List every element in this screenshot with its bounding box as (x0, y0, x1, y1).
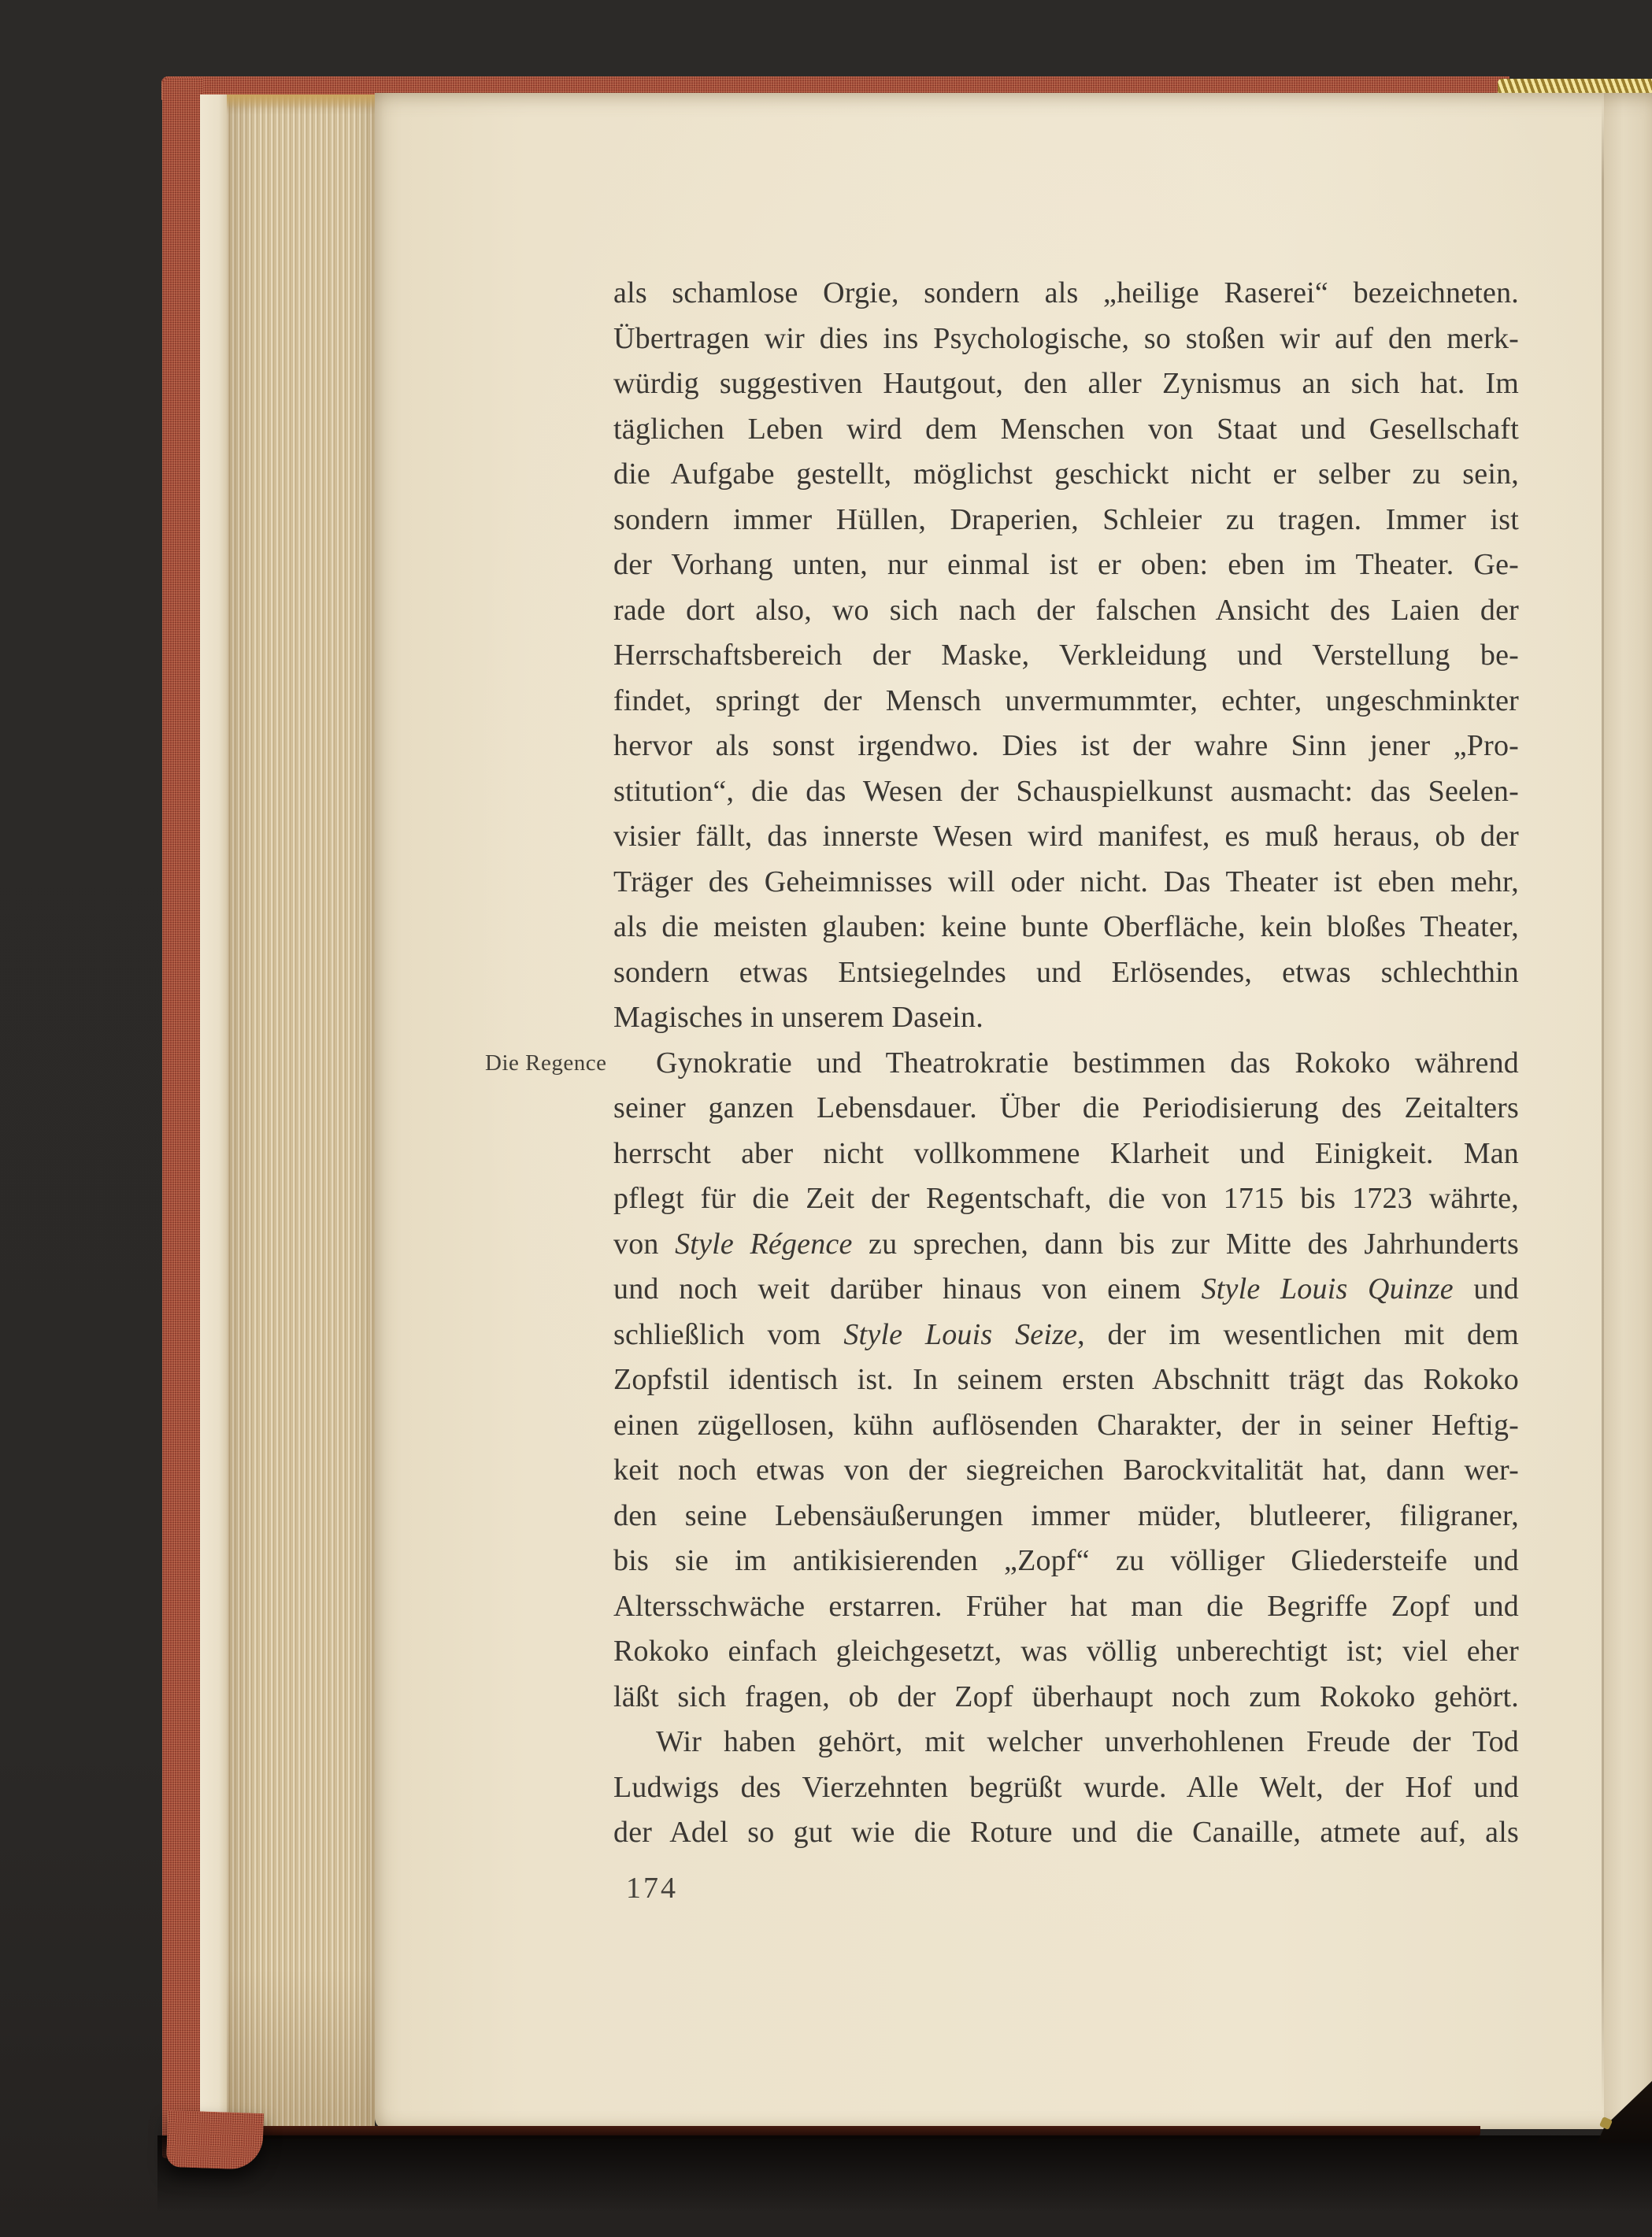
text-line (613, 1131, 1519, 1177)
text-run: einen zügellosen, kühn auflösenden Charakter, der in seiner Heftig- (613, 1408, 1519, 1442)
margin-note: Die Regence (485, 1050, 607, 1076)
text-run: rade dort also, wo sich nach der falschen Ansicht des Laien der (613, 593, 1519, 627)
text-run: und (1453, 1272, 1519, 1306)
text-run: der Vorhang unten, nur einmal ist er oben: eben im Theater. Ge- (613, 548, 1519, 581)
text-line (613, 452, 1519, 498)
text-run: herrscht aber nicht vollkommene Klarheit und Einigkeit. Man (613, 1136, 1519, 1170)
text-run: Altersschwäche erstarren. Früher hat man die Begriffe Zopf und (613, 1589, 1519, 1623)
text-line (613, 905, 1519, 950)
page-gutter-shade (1604, 93, 1652, 2129)
text-line (613, 1675, 1519, 1720)
book-cover-bottom-corner (166, 2110, 264, 2170)
text-run: Magisches in unserem Dasein. (613, 1001, 983, 1034)
text-run: findet, springt der Mensch unvermummter, echter, ungeschminkter (613, 683, 1519, 717)
text-run: zu sprechen, dann bis zur Mitte des Jahrhunderts (852, 1227, 1519, 1261)
page-stack-fore-edge (227, 94, 375, 2132)
text-run: der Adel so gut wie die Roture und die Canaille, atmete auf, als (613, 1816, 1519, 1849)
text-line (613, 1313, 1519, 1358)
text-run: stitution“, die das Wesen der Schauspielkunst ausmacht: das Seelen- (613, 774, 1519, 808)
text-line (613, 1629, 1519, 1675)
text-run: Herrschaftsbereich der Maske, Verkleidung und Verstellung be- (613, 639, 1519, 672)
text-run: keit noch etwas von der siegreichen Barockvitalität hat, dann wer- (613, 1454, 1519, 1487)
italic-style-term: Style Louis Quinze (1201, 1272, 1454, 1306)
text-line (613, 769, 1519, 815)
text-line (613, 1720, 1519, 1765)
text-line (613, 1267, 1519, 1313)
text-line (613, 1448, 1519, 1494)
text-run: seiner ganzen Lebensdauer. Über die Periodisierung des Zeitalters (613, 1091, 1519, 1124)
italic-style-term: Style Régence (675, 1227, 853, 1261)
text-run: Wir haben gehört, mit welcher unverhohlenen Freude der Tod (656, 1725, 1519, 1758)
text-run: Rokoko einfach gleichgesetzt, was völlig unberechtigt ist; viel eher (613, 1635, 1519, 1668)
text-line (613, 543, 1519, 588)
text-line (613, 860, 1519, 906)
text-line (613, 498, 1519, 543)
text-run: als schamlose Orgie, sondern als „heilige Raserei“ bezeichneten. (613, 276, 1519, 309)
text-line (613, 950, 1519, 996)
text-run: läßt sich fragen, ob der Zopf überhaupt noch zum Rokoko gehört. (613, 1680, 1519, 1713)
text-run: Träger des Geheimnisses will oder nicht. Das Theater ist eben mehr, (613, 865, 1519, 898)
text-line (613, 407, 1519, 453)
text-run: von (613, 1227, 676, 1261)
text-line (613, 588, 1519, 634)
text-run: sondern etwas Entsiegelndes und Erlösendes, etwas schlechthin (613, 955, 1519, 989)
page-crease (1602, 99, 1604, 2112)
text-run: bis sie im antikisierenden „Zopf“ zu völliger Gliedersteife und (613, 1544, 1519, 1577)
text-run: pflegt für die Zeit der Regentschaft, die von 1715 bis 1723 währte, (613, 1182, 1519, 1215)
book-bottom-shadow (157, 2135, 1652, 2224)
text-line (613, 1539, 1519, 1584)
text-run: Ludwigs des Vierzehnten begrüßt wurde. Alle Welt, der Hof und (613, 1770, 1519, 1804)
text-run: würdig suggestiven Hautgout, den aller Zynismus an sich hat. Im (613, 367, 1519, 400)
text-line (613, 1765, 1519, 1811)
text-line (613, 1810, 1519, 1856)
text-line (613, 633, 1519, 679)
text-line (613, 1494, 1519, 1539)
text-run: den seine Lebensäußerungen immer müder, blutleerer, filigraner, (613, 1498, 1519, 1532)
text-run: die Aufgabe gestellt, möglichst geschickt nicht er selber zu sein, (613, 457, 1519, 491)
text-line (613, 1086, 1519, 1131)
text-line (613, 1584, 1519, 1630)
text-run: Zopfstil identisch ist. In seinem ersten Abschnitt trägt das Rokoko (613, 1363, 1519, 1396)
text-line (613, 1041, 1519, 1087)
text-line (613, 1357, 1519, 1403)
italic-style-term: Style Louis Seize (843, 1317, 1078, 1351)
text-line (613, 271, 1519, 317)
book-cover-spine-edge (162, 78, 203, 2158)
text-run: schließlich vom (613, 1317, 844, 1351)
text-line (613, 679, 1519, 724)
text-run: Übertragen wir dies ins Psychologische, so stoßen wir auf den merk- (613, 321, 1519, 355)
text-run: täglichen Leben wird dem Menschen von Staat und Gesellschaft (613, 412, 1519, 446)
text-run: als die meisten glauben: keine bunte Oberfläche, kein bloßes Theater, (613, 910, 1519, 943)
text-line (613, 724, 1519, 769)
text-line (613, 361, 1519, 407)
text-line (613, 1176, 1519, 1222)
text-line (613, 1222, 1519, 1268)
text-line (613, 814, 1519, 860)
flyleaf-page-edge (200, 94, 227, 2135)
text-run: , der im wesentlichen mit dem (1077, 1317, 1520, 1351)
text-run: sondern immer Hüllen, Draperien, Schleier zu tragen. Immer ist (613, 502, 1519, 536)
text-run: visier fällt, das innerste Wesen wird manifest, es muß heraus, ob der (613, 820, 1519, 853)
text-run: hervor als sonst irgendwo. Dies ist der wahre Sinn jener „Pro- (613, 729, 1519, 762)
page-number: 174 (626, 1872, 678, 1905)
text-run: Gynokratie und Theatrokratie bestimmen das Rokoko während (656, 1046, 1519, 1080)
text-line (613, 317, 1519, 362)
text-line (613, 995, 1519, 1041)
text-run: und noch weit darüber hinaus von einem (613, 1272, 1202, 1306)
text-block (613, 271, 1519, 1856)
text-line (613, 1403, 1519, 1449)
book-page (375, 93, 1652, 2129)
